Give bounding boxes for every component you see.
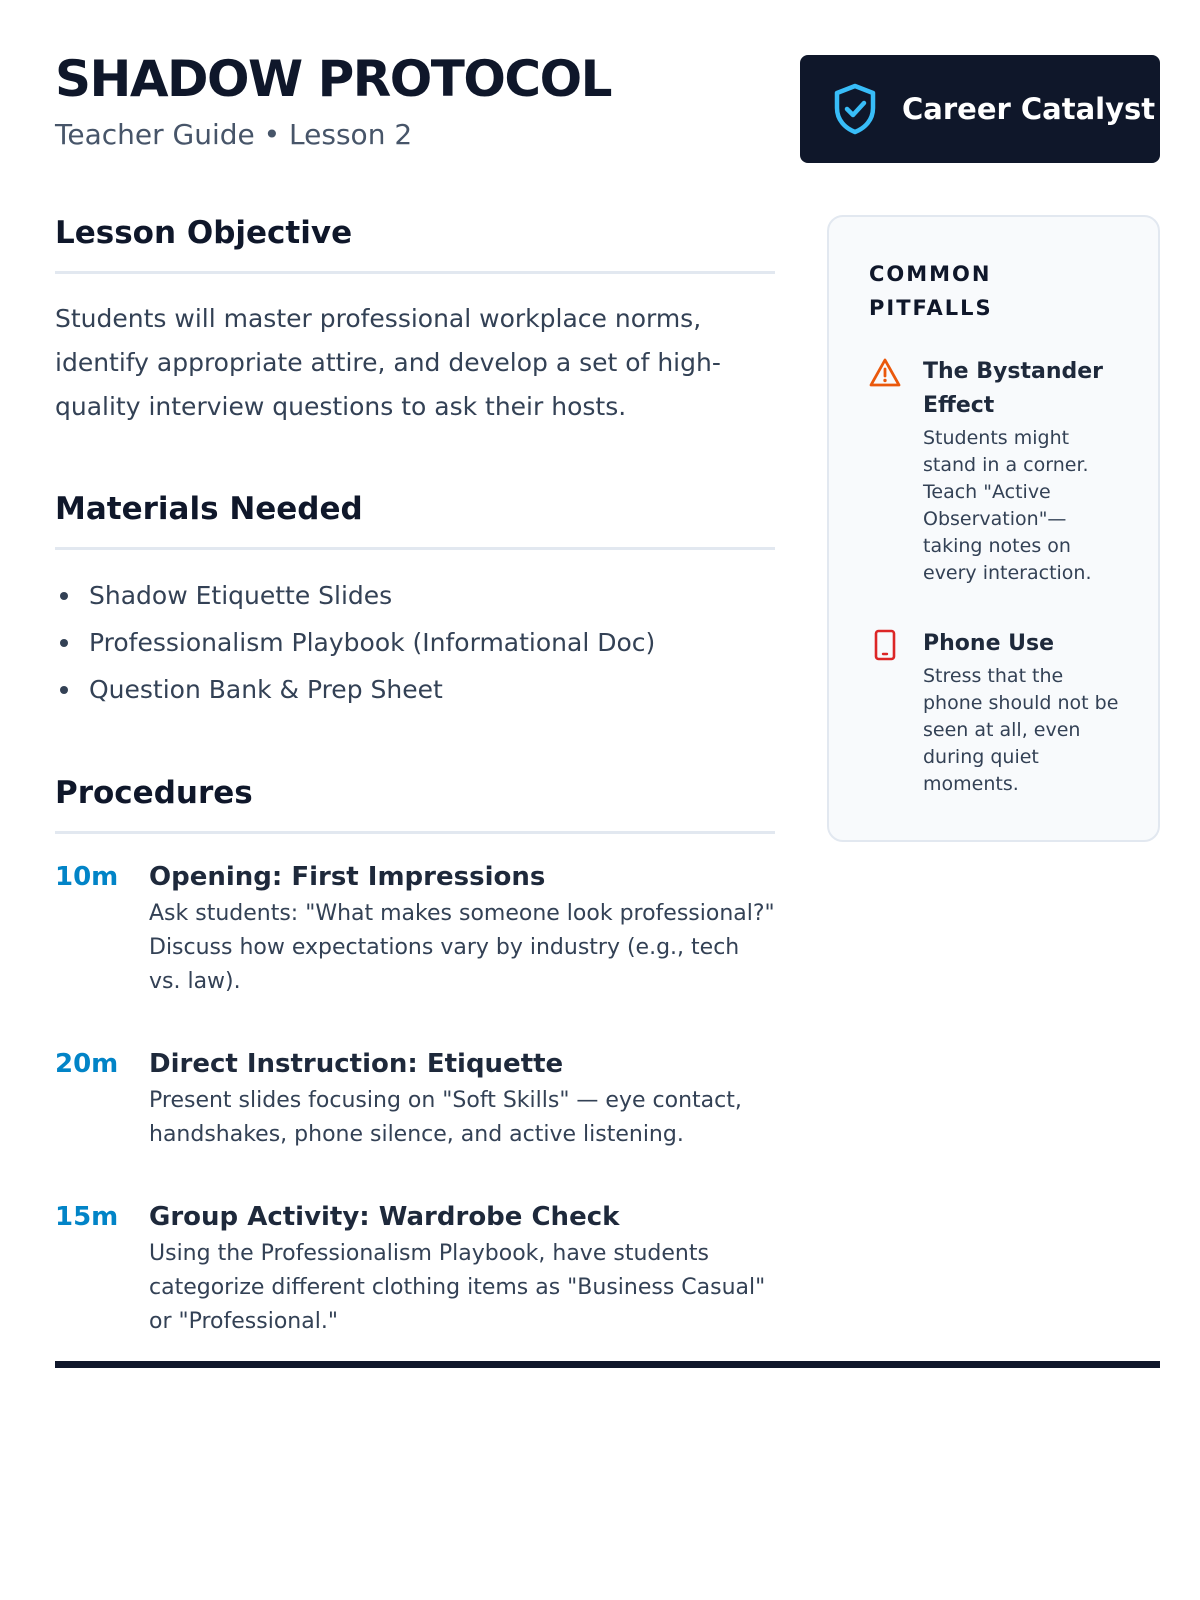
list-item: Shadow Etiquette Slides <box>55 572 775 619</box>
pitfall-description: Stress that the phone should not be seen at all, even during quiet moments. <box>923 665 1119 795</box>
list-item: Professionalism Playbook (Informational Doc) <box>55 619 775 666</box>
section-objective <box>55 215 775 429</box>
procedure-time: 10m <box>55 862 119 892</box>
pitfall-item <box>869 355 1120 587</box>
list-item: Question Bank & Prep Sheet <box>55 666 775 713</box>
procedure-title: Group Activity: Wardrobe Check <box>149 1202 620 1232</box>
sidebar-heading: COMMON PITFALLS <box>869 262 993 320</box>
pitfalls-sidebar <box>827 215 1160 842</box>
procedure-time: 20m <box>55 1049 119 1079</box>
procedure-step <box>55 861 775 999</box>
lesson-page <box>55 0 1160 1600</box>
procedure-step <box>55 1201 775 1339</box>
procedure-step <box>55 1048 775 1152</box>
shield-check-icon <box>832 82 878 136</box>
materials-heading: Materials Needed <box>55 491 775 550</box>
procedures-heading: Procedures <box>55 775 775 834</box>
procedure-description: Present slides focusing on "Soft Skills" — eye contact, handshakes, phone silence, and active listening. <box>149 1088 742 1147</box>
materials-list <box>55 572 775 713</box>
pitfall-title: The Bystander Effect <box>923 359 1103 418</box>
procedure-body <box>149 1201 775 1339</box>
brand-badge <box>800 55 1160 163</box>
procedure-description: Using the Professionalism Playbook, have students categorize different clothing items as "Business Casual" or "Professional." <box>149 1241 766 1334</box>
procedure-body <box>149 1048 775 1152</box>
section-materials <box>55 491 775 713</box>
pitfall-title: Phone Use <box>923 631 1055 656</box>
procedure-body <box>149 861 775 999</box>
section-procedures <box>55 775 775 1339</box>
phone-icon <box>869 629 901 661</box>
brand-name: Career Catalyst <box>902 92 1156 126</box>
main-content <box>55 215 775 1339</box>
pitfall-description: Students might stand in a corner. Teach "Active Observation"—taking notes on every interaction. <box>923 427 1092 584</box>
pitfall-content <box>923 627 1120 798</box>
page-title: SHADOW PROTOCOL <box>55 50 611 108</box>
pitfall-item <box>869 627 1120 798</box>
procedure-time: 15m <box>55 1202 119 1232</box>
objective-heading: Lesson Objective <box>55 215 775 274</box>
procedure-title: Direct Instruction: Etiquette <box>149 1049 564 1079</box>
procedure-title: Opening: First Impressions <box>149 862 546 892</box>
procedure-description: Ask students: "What makes someone look professional?" Discuss how expectations vary by industry (e.g., tech vs. law). <box>149 901 775 994</box>
page-subtitle: Teacher Guide • Lesson 2 <box>55 118 413 151</box>
pitfall-content <box>923 355 1120 587</box>
footer-divider <box>55 1361 1160 1368</box>
objective-text: Students will master professional workplace norms, identify appropriate attire, and develop a set of high-quality interview questions to ask their hosts. <box>55 304 721 421</box>
warning-triangle-icon <box>869 357 901 389</box>
